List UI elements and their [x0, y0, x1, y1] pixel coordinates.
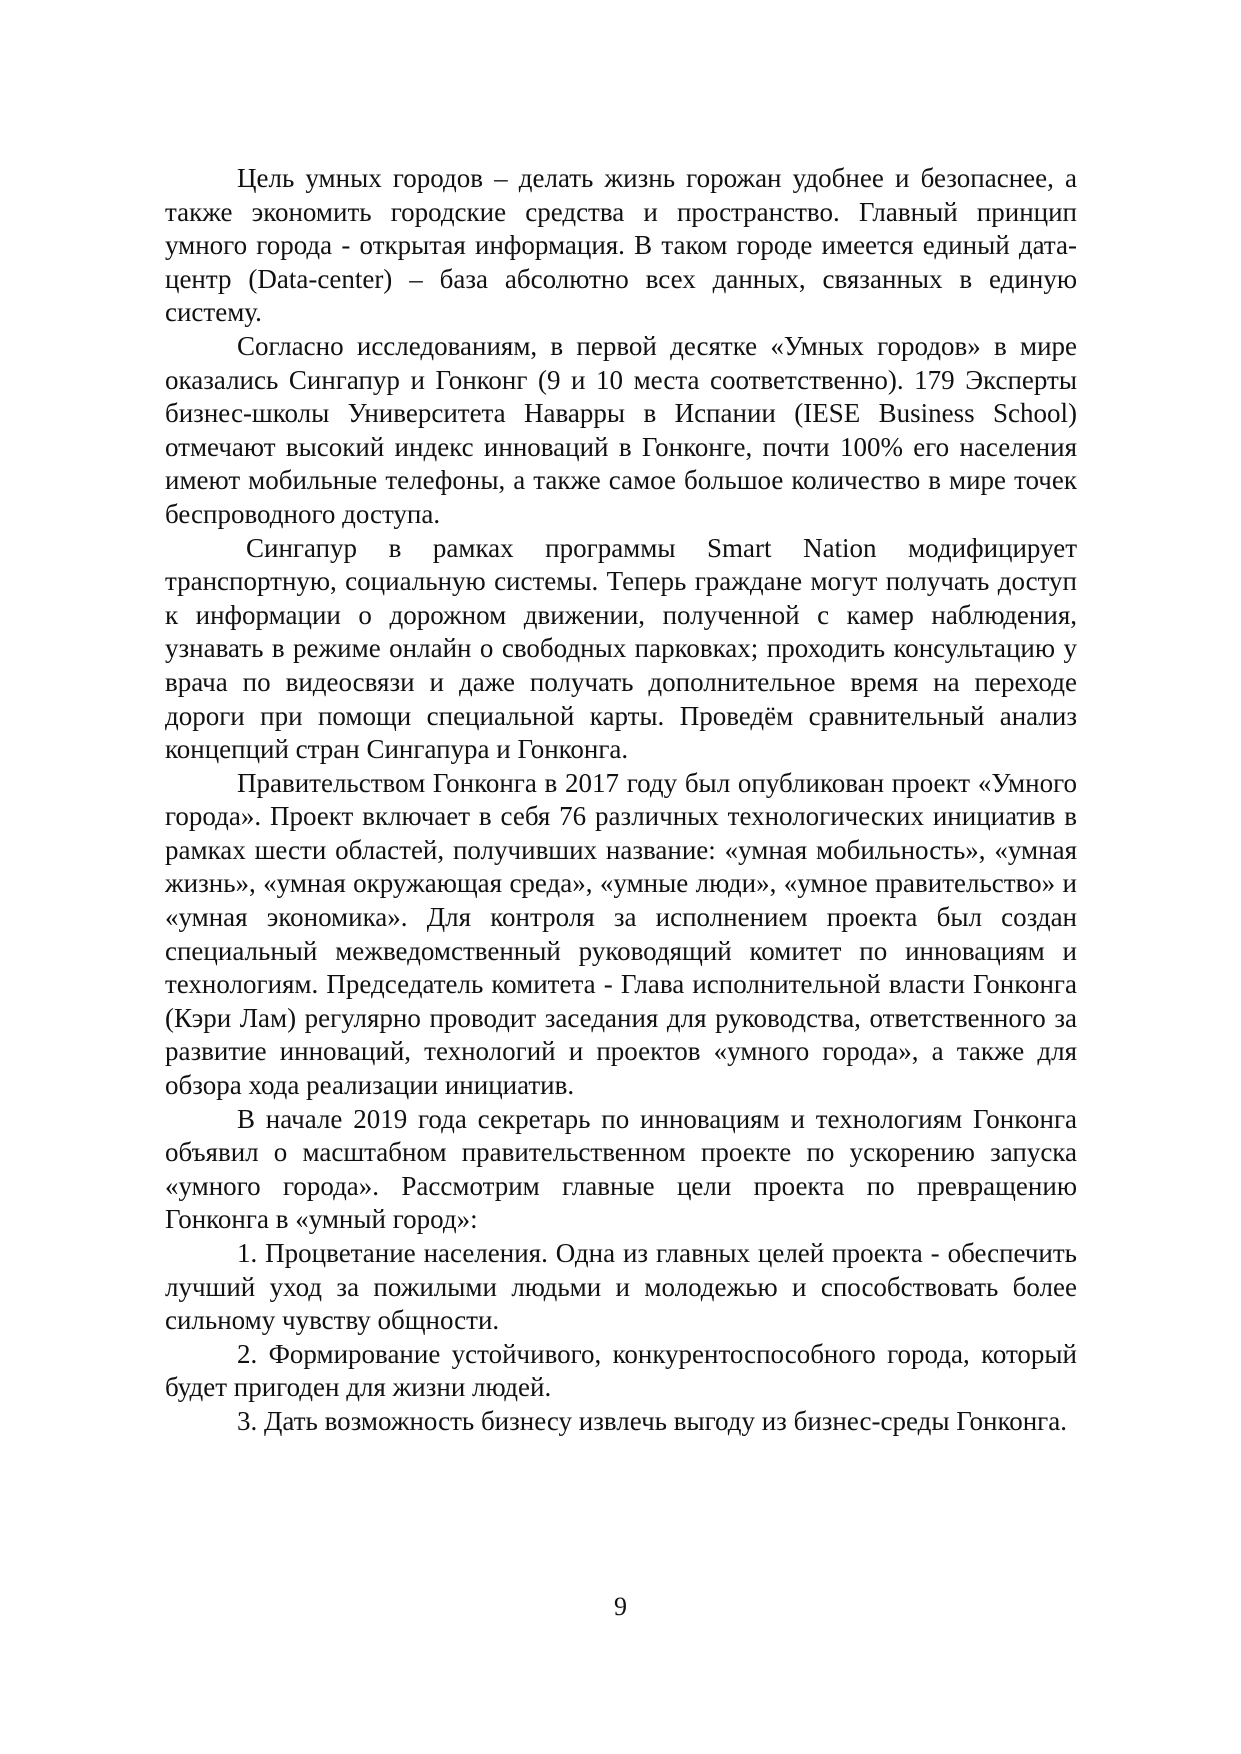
paragraph-smart-city-goal: Цель умных городов – делать жизнь горожан удобнее и безопаснее, а также экономить городские средства и пространство. Главный принцип умного города - открытая информация. В таком городе имеется единый дата-центр (Data-center) – база абсолютно всех данных, связанных в единую систему. [165, 163, 1077, 328]
list-item-goal-1: 1. Процветание населения. Одна из главных целей проекта - обеспечить лучший уход за пожилыми людьми и молодежью и способствовать более сильному чувству общности. [165, 1238, 1077, 1336]
paragraph-singapore: Сингапур в рамках программы Smart Nation модифицирует транспортную, социальную системы. Теперь граждане могут получать доступ к информации о дорожном движении, полученной с камер наблюдения, узнавать в режиме онлайн о свободных парковках; проходить консультацию у врача по видеосвязи и даже получать дополнительное время на переходе дороги при помощи специальной карты. Проведём сравнительный анализ концепций стран Сингапура и Гонконга. [165, 532, 1077, 765]
paragraph-hong-kong-project: Правительством Гонконга в 2017 году был опубликован проект «Умного города». Проект включает в себя 76 различных технологических инициатив в рамках шести областей, получивших название: «умная мобильность», «умная жизнь», «умная окружающая среда», «умные люди», «умное правительство» и «умная экономика». Для контроля за исполнением проекта был создан специальный межведомственный руководящий комитет по инновациям и технологиям. Председатель комитета - Глава исполнительной власти Гонконга (Кэри Лам) регулярно проводит заседания для руководства, ответственного за развитие инноваций, технологий и проектов «умного города», а также для обзора хода реализации инициатив. [165, 767, 1077, 1101]
page-number: 9 [614, 1592, 627, 1621]
page-body [165, 162, 1077, 1439]
paragraph-ranking: Согласно исследованиям, в первой десятке «Умных городов» в мире оказались Сингапур и Гонконг (9 и 10 места соответственно). 179 Эксперты бизнес-школы Университета Наварры в Испании (IESE Business School) отмечают высокий индекс инноваций в Гонконге, почти 100% его населения имеют мобильные телефоны, а также самое большое количество в мире точек беспроводного доступа. [165, 330, 1077, 529]
list-item-goal-2: 2. Формирование устойчивого, конкурентоспособного города, который будет пригоден для жизни людей. [165, 1338, 1077, 1403]
paragraph-2019-announcement: В начале 2019 года секретарь по инновациям и технологиям Гонконга объявил о масштабном правительственном проекте по ускорению запуска «умного города». Рассмотрим главные цели проекта по превращению Гонконга в «умный город»: [165, 1103, 1077, 1235]
list-item-goal-3: 3. Дать возможность бизнесу извлечь выгоду из бизнес-среды Гонконга. [237, 1405, 1067, 1436]
